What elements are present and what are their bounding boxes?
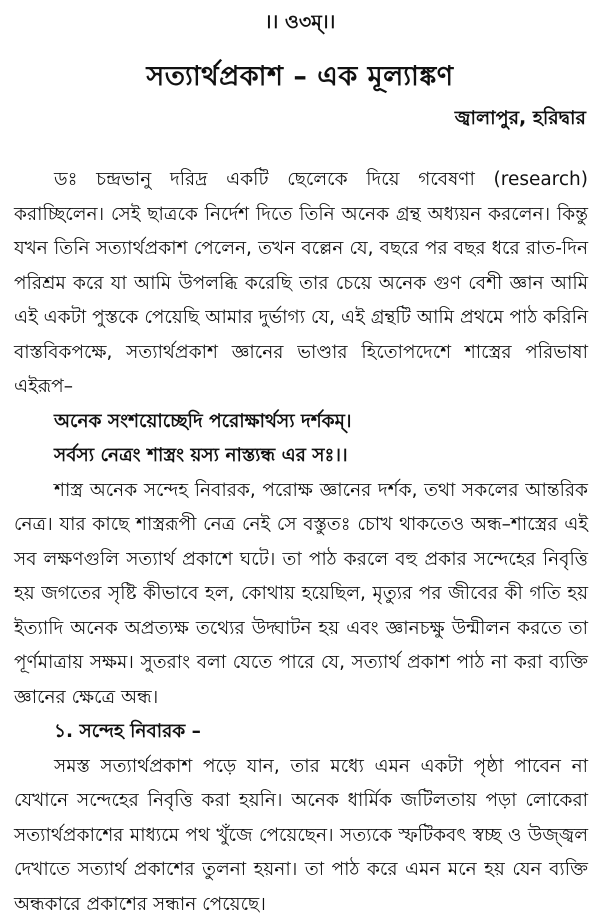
body-text	[14, 163, 588, 922]
sanskrit-verse-line-1: অনেক সংশয়োচ্ছেদি পরোক্ষার্থস্য দর্শকম্।	[14, 405, 588, 440]
paragraph-1: ডঃ চন্দ্রভানু দরিদ্র একটি ছেলেকে দিয়ে গবেষণা (research) করাচ্ছিলেন। সেই ছাত্রকে নির্দেশ দিতে তিনি অনেক গ্রন্থ অধ্যয়ন করলেন। কিন্তু যখন তিনি সত্যার্থপ্রকাশ পেলেন, তখন বল্লেন যে, বছরে পর বছর ধরে রাত-দিন পরিশ্রম করে যা আমি উপলব্ধি করেছি তার চেয়ে অনেক গুণ বেশী জ্ঞান আমি এই একটা পুস্তকে পেয়েছি আমার দুর্ভাগ্য যে, এই গ্রন্থটি আমি প্রথমে পাঠ করিনি বাস্তবিকপক্ষে, সত্যার্থপ্রকাশ জ্ঞানের ভাণ্ডার হিতোপদেশে শাস্ত্রের পরিভাষা এইরূপ–	[14, 163, 588, 405]
chapter-title: সত্যার্থপ্রকাশ – এক মূল্যাঙ্কণ	[0, 56, 600, 101]
sanskrit-verse-line-2: সর্বস্য নেত্রং শাস্ত্রং য়স্য নাস্ত্যন্ধ এর সঃ।।	[14, 439, 588, 474]
section-heading-1: ১. সন্দেহ নিবারক –	[14, 715, 588, 750]
page-number: ।। ও৩ম্।।	[0, 8, 600, 40]
paragraph-3: সমস্ত সত্যার্থপ্রকাশ পড়ে যান, তার মধ্যে এমন একটা পৃষ্ঠা পাবেন না যেখানে সন্দেহের নিবৃত্তি করা হয়নি। অনেক ধার্মিক জটিলতায় পড়া লোকেরা সত্যার্থপ্রকাশের মাধ্যমে পথ খুঁজে পেয়েছেন। সত্যকে স্ফটিকবৎ স্বচ্ছ ও উজ্জ্বল দেখাতে সত্যার্থ প্রকাশের তুলনা হয়না। তা পাঠ করে এমন মনে হয় যেন ব্যক্তি অন্ধকারে প্রকাশের সন্ধান পেয়েছে।	[14, 750, 588, 922]
author-location: জ্বালাপুর, হরিদ্বার	[455, 104, 586, 136]
paragraph-2: শাস্ত্র অনেক সন্দেহ নিবারক, পরোক্ষ জ্ঞানের দর্শক, তথা সকলের আন্তরিক নেত্র। যার কাছে শাস্ত্ররূপী নেত্র নেই সে বস্তুতঃ চোখ থাকতেও অন্ধ–শাস্ত্রের এই সব লক্ষণগুলি সত্যার্থ প্রকাশে ঘটে। তা পাঠ করলে বহু প্রকার সন্দেহের নিবৃত্তি হয় জগতের সৃষ্টি কীভাবে হল, কোথায় হয়েছিল, মৃত্যুর পর জীবের কী গতি হয় ইত্যাদি অনেক অপ্রত্যক্ষ তথ্যের উদ্ঘাটন হয় এবং জ্ঞানচক্ষু উন্মীলন করতে তা পূর্ণমাত্রায় সক্ষম। সুতরাং বলা যেতে পারে যে, সত্যার্থ প্রকাশ পাঠ না করা ব্যক্তি জ্ঞানের ক্ষেত্রে অন্ধ।	[14, 474, 588, 716]
